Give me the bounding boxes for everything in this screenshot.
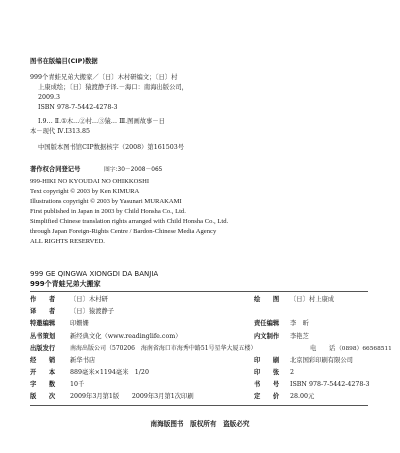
cip-line: Ⅰ.9… Ⅱ.①木…②村…③猿… Ⅲ.图画故事－日 xyxy=(38,118,165,125)
price-value: 28.00元 xyxy=(290,393,315,400)
title-chinese: 999个青蛙兄弟大搬家 xyxy=(30,280,101,288)
cip-record: 中国版本图书馆CIP数据核字（2008）第161503号 xyxy=(38,144,185,151)
copyright-line: ALL RIGHTS RESERVED. xyxy=(30,238,105,245)
guest-editor-label: 特邀编辑 xyxy=(30,320,56,327)
isbn-value: ISBN 978-7-5442-4278-3 xyxy=(290,381,370,388)
copyright-number: 图字:30－2008－065 xyxy=(104,167,163,173)
author-value: 〔日〕木村研 xyxy=(70,296,108,303)
copyright-line: 999-HIKI NO KYOUDAI NO OHIKKOSHI xyxy=(30,178,150,185)
layout-producer-value: 李艳芝 xyxy=(290,333,309,340)
cip-heading: 图书在版编目(CIP)数据 xyxy=(30,58,98,65)
copyright-line: First published in Japan in 2003 by Child Honsha Co., Ltd. xyxy=(30,208,186,215)
publisher-label: 出版发行 xyxy=(30,345,56,352)
edition-label: 版 次 xyxy=(30,393,56,400)
phone-label: 电 话 xyxy=(310,345,336,352)
copyright-label: 著作权合同登记号 xyxy=(30,166,81,173)
format-label: 开 本 xyxy=(30,369,56,376)
isbn-label: 书 号 xyxy=(254,381,280,388)
distributor-label: 经 销 xyxy=(30,357,56,364)
word-count-value: 10千 xyxy=(70,381,85,388)
print-sheets-label: 印 张 xyxy=(254,369,280,376)
author-label: 作 者 xyxy=(30,296,56,303)
series-planner-label: 丛书策划 xyxy=(30,333,56,340)
word-count-label: 字 数 xyxy=(30,381,56,388)
print-sheets-value: 2 xyxy=(290,369,295,376)
distributor-value: 新华书店 xyxy=(70,357,96,364)
responsible-editor-label: 责任编辑 xyxy=(254,320,280,327)
cip-line: 999个青蛙兄弟大搬家／〔日〕木村研编文；〔日〕村 xyxy=(30,74,178,81)
divider xyxy=(30,291,368,292)
cip-line: 2009.3 xyxy=(38,94,61,101)
edition-value: 2009年3月第1版 2009年3月第1次印刷 xyxy=(70,393,194,400)
phone-value: （0898）66568511 xyxy=(336,346,392,352)
layout-producer-label: 内文制作 xyxy=(254,333,280,340)
illustrator-value: 〔日〕村上康成 xyxy=(290,296,335,303)
printer-label: 印 刷 xyxy=(254,357,280,364)
format-value: 889毫米×1194毫米 1/20 xyxy=(70,369,149,376)
guest-editor-value: 印姗姗 xyxy=(70,320,89,327)
translator-value: 〔日〕猿渡静子 xyxy=(70,308,115,315)
title-pinyin: 999 GE QINGWA XIONGDI DA BANJIA xyxy=(30,270,159,278)
copyright-line: Text copyright © 2003 by Ken KIMURA xyxy=(30,188,140,195)
divider xyxy=(30,405,368,406)
cip-line: 上康成绘；〔日〕猿渡静子译.－海口：南海出版公司， xyxy=(38,84,188,91)
price-label: 定 价 xyxy=(254,393,280,400)
copyright-line: through Japan Foreign-Rights Centre / Bardon-Chinese Media Agency xyxy=(30,228,217,235)
footer-notice: 南海版图书 版权所有 盗版必究 xyxy=(150,420,250,428)
responsible-editor-value: 李 昕 xyxy=(290,320,309,327)
printer-value: 北京国彩印刷有限公司 xyxy=(290,357,353,364)
series-planner-value: 新经典文化（www.readinglife.com） xyxy=(70,333,182,340)
copyright-line: Simplified Chinese translation rights arranged with Child Honsha Co., Ltd. xyxy=(30,218,229,225)
cip-isbn: ISBN 978-7-5442-4278-3 xyxy=(38,104,118,111)
copyright-line: Illustrations copyright © 2003 by Yasunari MURAKAMI xyxy=(30,198,182,205)
illustrator-label: 绘 图 xyxy=(254,296,280,303)
cip-line: 本－现代 Ⅳ.I313.85 xyxy=(30,128,91,135)
translator-label: 译 者 xyxy=(30,308,56,315)
publisher-value: 南海出版公司（570206 海南省海口市海秀中路51号星华大厦五楼） xyxy=(70,345,257,352)
